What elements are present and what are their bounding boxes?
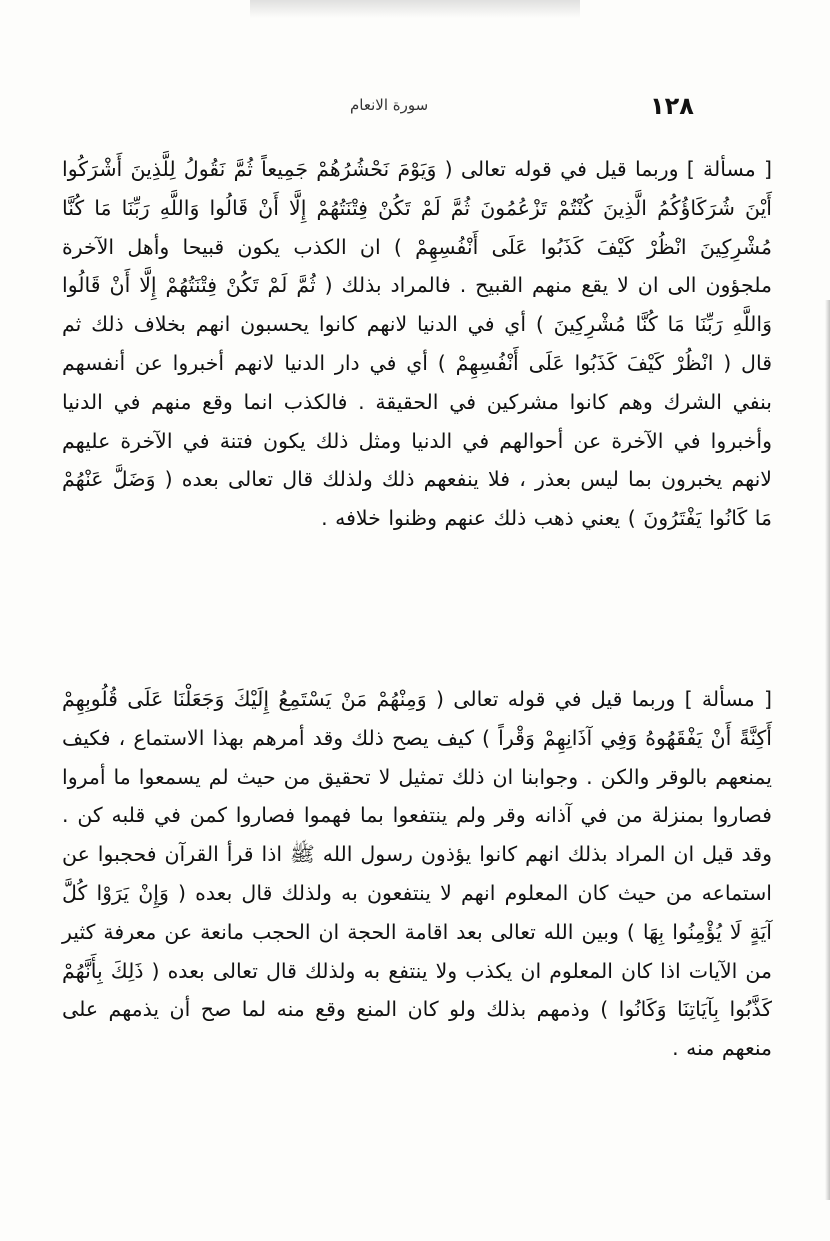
paragraph-text: [ مسألة ] وربما قيل في قوله تعالى ( وَمِنْهُمْ مَنْ يَسْتَمِعُ إِلَيْكَ وَجَعَلْنَا عَلَى قُلُوبِهِمْ أَكِنَّةً أَنْ يَفْقَهُوهُ وَفِي آذَانِهِمْ وَقْراً ) كيف يصح ذلك وقد أمرهم بهذا الاستماع ، فكيف يمنعهم بالوقر والكن . وجوابنا ان ذلك تمثيل لا تحقيق من حيث لم يسمعوا ما أمروا فصاروا بمنزلة من في آذانه وقر ولم ينتفعوا بما فهموا فصاروا كمن في قلبه كن . وقد قيل ان المراد بذلك انهم كانوا يؤذون رسول الله ﷺ اذا قرأ القرآن فحجبوا عن استماعه من حيث كان المعلوم انهم لا ينتفعون به ولذلك قال بعده ( وَإِنْ يَرَوْا كُلَّ آيَةٍ لَا يُؤْمِنُوا بِهَا ) وبين الله تعالى بعد اقامة الحجة ان الحجب مانعة عن معرفة كثير من الآيات اذا كان المعلوم ان يكذب ولا ينتفع به ولذلك قال تعالى بعده ( ذَلِكَ بِأَنَّهُمْ كَذَّبُوا بِآيَاتِنَا وَكَانُوا ) وذمهم بذلك ولو كان المنع وقع منه لما صح أن يذمهم على منعهم منه . xyxy=(62,687,772,1061)
running-title: سورة الانعام xyxy=(350,96,429,114)
paragraph-text: [ مسألة ] وربما قيل في قوله تعالى ( وَيَوْمَ نَحْشُرُهُمْ جَمِيعاً ثُمَّ نَقُولُ لِلَّذِينَ أَشْرَكُوا أَيْنَ شُرَكَاؤُكُمُ الَّذِينَ كُنْتُمْ تَزْعُمُونَ ثُمَّ لَمْ تَكُنْ فِتْنَتُهُمْ إِلَّا أَنْ قَالُوا وَاللَّهِ رَبِّنَا مَا كُنَّا مُشْرِكِينَ انْظُرْ كَيْفَ كَذَبُوا عَلَى أَنْفُسِهِمْ ) ان الكذب يكون قبيحا وأهل الآخرة ملجؤون الى ان لا يقع منهم القبيح . فالمراد بذلك ( ثُمَّ لَمْ تَكُنْ فِتْنَتُهُمْ إِلَّا أَنْ قَالُوا وَاللَّهِ رَبِّنَا مَا كُنَّا مُشْرِكِينَ ) أي في الدنيا لانهم كانوا يحسبون انهم بخلاف ذلك ثم قال ( انْظُرْ كَيْفَ كَذَبُوا عَلَى أَنْفُسِهِمْ ) أي في دار الدنيا لانهم أخبروا عن أنفسهم بنفي الشرك وهم كانوا مشركين في الحقيقة . فالكذب انما وقع منهم في الدنيا وأخبروا في الآخرة عن أحوالهم في الدنيا ومثل ذلك يكون فتنة في الآخرة عليهم لانهم يخبرون بما ليس بعذر ، فلا ينفعهم ذلك ولذلك قال تعالى بعده ( وَضَلَّ عَنْهُمْ مَا كَانُوا يَفْتَرُونَ ) يعني ذهب ذلك عنهم وظنوا خلافه . xyxy=(62,157,772,531)
section-paragraph xyxy=(62,150,772,538)
page-number: ١٢٨ xyxy=(650,92,694,120)
section-paragraph xyxy=(62,680,772,1068)
page-header xyxy=(60,92,720,122)
page-edge-shadow xyxy=(825,300,830,1200)
scan-smudge xyxy=(250,0,580,18)
